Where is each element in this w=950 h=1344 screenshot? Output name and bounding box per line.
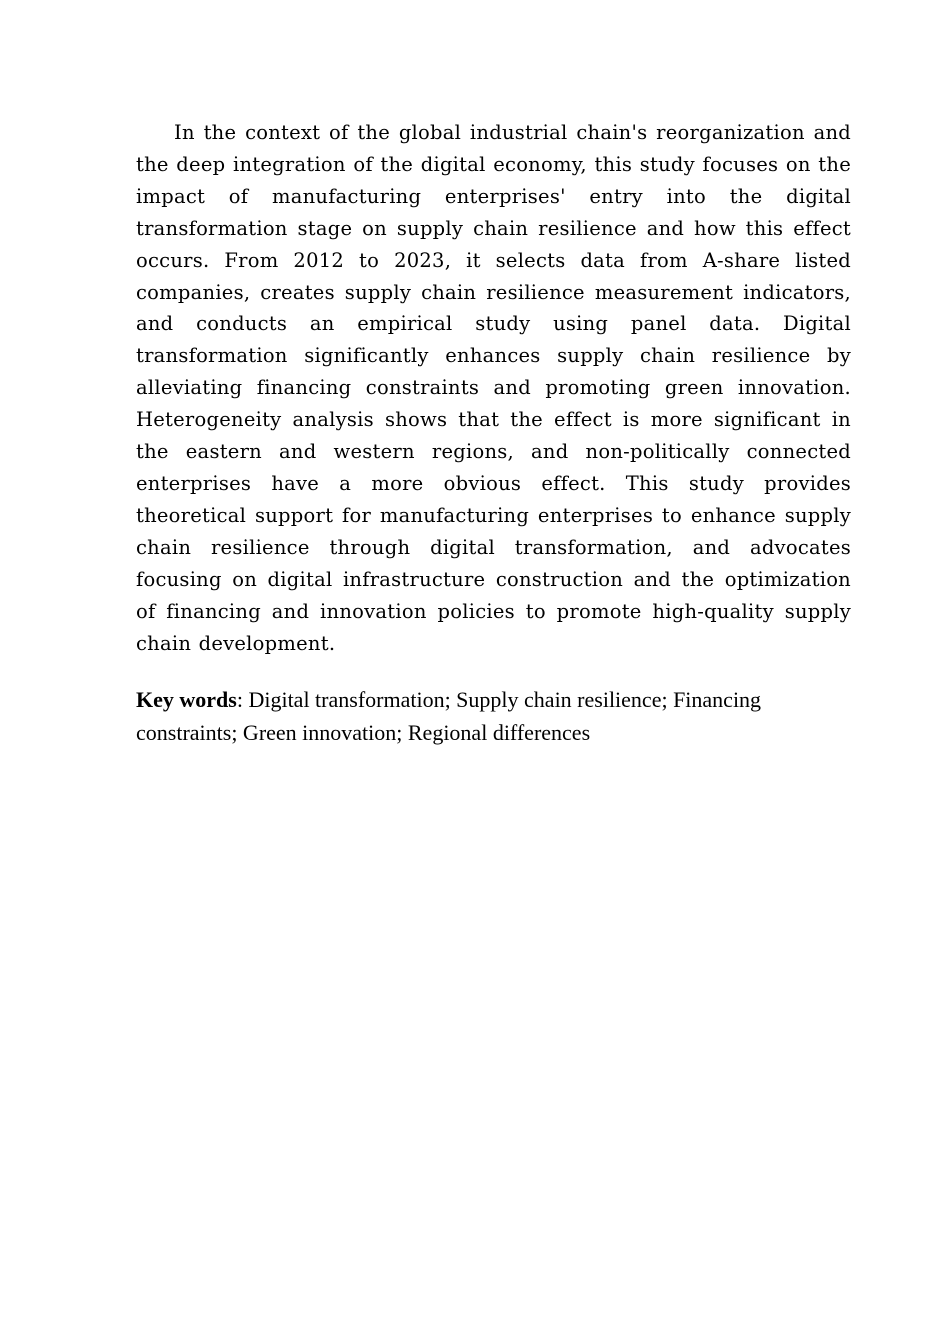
keywords-text: Digital transformation; Supply chain resilience; Financing constraints; Green innovation; Regional differences (136, 687, 762, 745)
keywords-separator: : (236, 687, 249, 712)
keywords-label: Key words (136, 687, 237, 712)
keywords-line (136, 683, 851, 749)
abstract-paragraph: In the context of the global industrial chain's reorganization and the deep integration of the digital economy, this study focuses on the impact of manufacturing enterprises' entry into the digital transformation stage on supply chain resilience and how this effect occurs. From 2012 to 2023, it selects data from A-share listed companies, creates supply chain resilience measurement indicators, and conducts an empirical study using panel data. Digital transformation significantly enhances supply chain resilience by alleviating financing constraints and promoting green innovation. Heterogeneity analysis shows that the effect is more significant in the eastern and western regions, and non-politically connected enterprises have a more obvious effect. This study provides theoretical support for manufacturing enterprises to enhance supply chain resilience through digital transformation, and advocates focusing on digital infrastructure construction and the optimization of financing and innovation policies to promote high-quality supply chain development. (136, 121, 851, 655)
